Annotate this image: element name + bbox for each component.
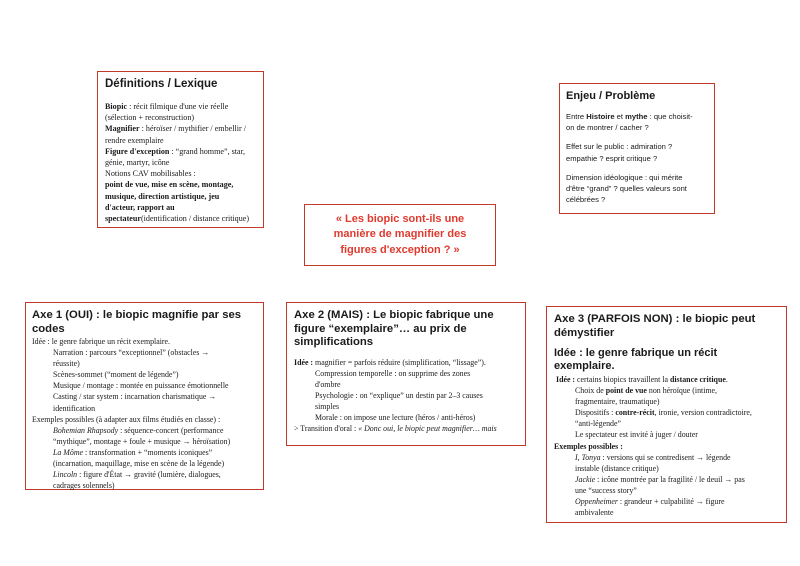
- text: Dispositifs :: [575, 408, 616, 418]
- axe1-line: Casting / star system : incarnation charismatique →: [53, 392, 217, 402]
- film-title: Oppenheimer: [575, 497, 618, 507]
- text: fragmentaire, traumatique): [575, 397, 660, 407]
- axe1-line: identification: [53, 403, 96, 413]
- text: : que choisit-: [647, 112, 693, 121]
- axe3-example-cont: une “success story”: [575, 485, 637, 495]
- axe3-title: Axe 3 (PARFOIS NON) : le biopic peut démystifier: [554, 313, 756, 339]
- text: célébrées ?: [566, 195, 606, 205]
- film-title: Bohemian Rhapsody: [53, 425, 119, 435]
- axe1-example-cont: cadrages solennels): [53, 481, 115, 491]
- axe3-example-cont: instable (distance critique): [575, 463, 659, 473]
- axe3-subtitle: Idée : le genre fabrique un récit exemplaire.: [554, 347, 718, 372]
- axe2-body: [294, 357, 518, 435]
- central-question-box: [304, 204, 496, 266]
- enjeu-body: [566, 111, 708, 205]
- axe2-line: simples: [315, 401, 340, 411]
- def-figure-cont: génie, martyr, icône: [105, 158, 170, 168]
- text: Entre: [566, 112, 587, 121]
- axe3-example: [554, 496, 779, 507]
- notions-line: point de vue, mise en scène, montage,: [105, 180, 234, 190]
- example-text: : icône montrée par la fragilité / le deuil → pas: [595, 474, 745, 484]
- def-magnifier: : héroïser / mythifier / embellir /: [139, 124, 246, 134]
- notions-line: d'acteur, rapport au: [105, 202, 175, 212]
- enjeu-paragraph: [566, 172, 708, 206]
- axe1-box: [25, 302, 264, 490]
- definitions-body: [105, 101, 256, 224]
- text: empathie ? esprit critique ?: [566, 153, 658, 163]
- term-contre-recit: contre-récit: [615, 408, 655, 418]
- axe3-box: [546, 306, 787, 523]
- axe2-line: Compression temporelle : on supprime des zones: [315, 368, 471, 378]
- axe3-example-cont: ambivalente: [575, 508, 614, 518]
- axe1-line: Exemples possibles (à adapter aux films étudiés en classe) :: [32, 414, 221, 424]
- axe1-example: [32, 469, 257, 480]
- def-magnifier-cont: rendre exemplaire: [105, 135, 164, 145]
- film-title: Jackie: [575, 474, 596, 484]
- term-biopic: Biopic: [105, 102, 128, 111]
- enjeu-paragraph: [566, 141, 708, 163]
- text: non héroïque (intime,: [646, 386, 718, 396]
- term-figure: Figure d'exception: [105, 146, 170, 156]
- axe2-title: Axe 2 (MAIS) : Le biopic fabrique une figure “exemplaire”… au prix de simplifications: [294, 309, 494, 348]
- axe1-example: [32, 447, 257, 458]
- axe1-example-cont: (incarnation, maquillage, mise en scène de la légende): [53, 459, 225, 469]
- definitions-box: [97, 71, 264, 228]
- text: “anti-légende”: [575, 419, 621, 429]
- axe1-line: Idée : le genre fabrique un récit exemplaire.: [32, 337, 171, 346]
- notions-line: musique, direction artistique, jeu: [105, 191, 220, 201]
- axe1-line: réussite): [53, 359, 80, 369]
- def-biopic-cont: (sélection + reconstruction): [105, 113, 195, 123]
- text: et: [614, 112, 626, 121]
- axe2-line: d'ombre: [315, 379, 341, 389]
- transition-label: > Transition d'oral :: [294, 424, 359, 434]
- idea-text: magnifier = parfois réduire (simplification, “lissage”).: [313, 357, 486, 367]
- notions-label: Notions CAV mobilisables :: [105, 169, 196, 179]
- notions-term: spectateur: [105, 214, 141, 224]
- axe1-line: Narration : parcours “exceptionnel” (obstacles →: [53, 348, 210, 358]
- transition-quote: « Donc oui, le biopic peut magnifier… mais: [358, 424, 497, 434]
- term-distance-critique: distance critique: [669, 375, 726, 384]
- example-text: : séquence-concert (performance: [118, 425, 224, 435]
- text: .: [725, 375, 728, 384]
- term-point-de-vue: point de vue: [605, 386, 647, 396]
- text: Dimension idéologique : qui mérite: [566, 172, 683, 182]
- film-title: Lincoln: [53, 470, 78, 480]
- text: on de montrer / cacher ?: [566, 123, 649, 133]
- central-question: « Les biopic sont-ils une manière de magnifier des figures d'exception ? »: [333, 212, 467, 256]
- def-biopic: : récit filmique d'une vie réelle: [127, 102, 229, 111]
- examples-label: Exemples possibles :: [554, 441, 623, 451]
- axe2-box: [286, 302, 526, 446]
- axe1-title: Axe 1 (OUI) : le biopic magnifie par ses codes: [32, 309, 242, 335]
- text: certains biopics travaillent la: [575, 375, 670, 384]
- example-text: : grandeur + culpabilité → figure: [617, 497, 725, 507]
- term-mythe: mythe: [625, 112, 648, 121]
- axe3-example: [554, 452, 779, 463]
- axe1-example: [32, 425, 257, 436]
- enjeu-box: [559, 83, 715, 214]
- text: Choix de: [575, 386, 606, 396]
- idea-label: Idée :: [556, 375, 576, 384]
- text: , ironie, version contradictoire,: [654, 408, 752, 418]
- axe3-example: [554, 474, 779, 485]
- axe1-example-cont: “mythique”, montage + foule + musique → héroïsation): [53, 436, 231, 446]
- definitions-title: Définitions / Lexique: [105, 78, 218, 90]
- axe3-body: [554, 374, 779, 518]
- film-title: La Môme: [53, 447, 84, 457]
- text: d'être “grand” ? quelles valeurs sont: [566, 184, 687, 194]
- example-text: : figure d'État → gravité (lumière, dialogues,: [77, 470, 221, 480]
- film-title: I, Tonya: [575, 452, 601, 462]
- example-text: : transformation + “moments iconiques”: [83, 447, 213, 457]
- text: Effet sur le public : admiration ?: [566, 142, 673, 152]
- idea-label: Idée :: [294, 357, 314, 367]
- enjeu-title: Enjeu / Problème: [566, 90, 656, 102]
- text: Le spectateur est invité à juger / douter: [575, 430, 698, 440]
- axe1-body: [32, 336, 257, 491]
- notions-detail: (identification / distance critique): [140, 214, 250, 224]
- axe2-line: Psychologie : on “explique” un destin par 2–3 causes: [315, 390, 483, 400]
- term-magnifier: Magnifier: [105, 124, 140, 134]
- def-figure: : “grand homme”, star,: [169, 146, 246, 156]
- term-histoire: Histoire: [586, 112, 615, 121]
- enjeu-paragraph: [566, 111, 708, 133]
- axe1-line: Musique / montage : montée en puissance émotionnelle: [53, 381, 229, 391]
- axe1-line: Scènes-sommet (“moment de légende”): [53, 370, 179, 380]
- axe2-line: Morale : on impose une lecture (héros / anti-héros): [315, 412, 476, 422]
- example-text: : versions qui se contredisent → légende: [600, 452, 731, 462]
